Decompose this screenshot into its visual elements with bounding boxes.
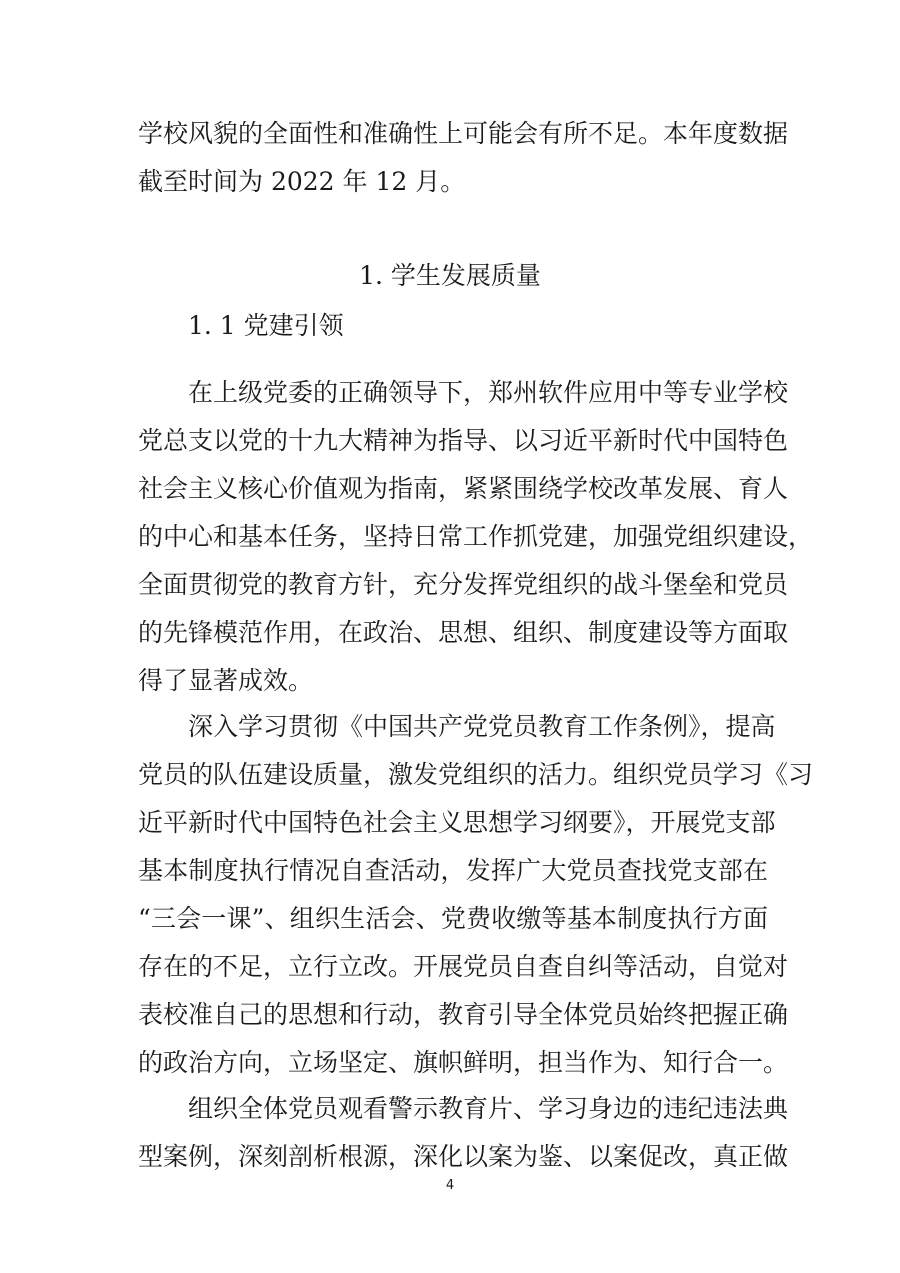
paragraph-1-line-3: 社会主义核心价值观为指南，紧紧围绕学校改革发展、育人	[138, 474, 789, 503]
paragraph-3-line-2: 型案例，深刻剖析根源，深化以案为鉴、以案促改，真正做	[138, 1142, 789, 1171]
paragraph-1-line-5: 全面贯彻党的教育方针，充分发挥党组织的战斗堡垒和党员	[138, 570, 789, 599]
paragraph-1-line-1: 在上级党委的正确领导下，郑州软件应用中等专业学校	[188, 378, 789, 407]
paragraph-1-line-6: 的先锋模范作用，在政治、思想、组织、制度建设等方面取	[138, 618, 789, 647]
paragraph-2-line-1: 深入学习贯彻《中国共产党党员教育工作条例》，提高	[188, 712, 776, 741]
paragraph-2-line-7: 表校准自己的思想和行动，教育引导全体党员始终把握正确	[138, 1000, 789, 1029]
subsection-heading: 1. 1 党建引领	[188, 311, 344, 340]
paragraph-2-line-3: 近平新时代中国特色社会主义思想学习纲要》，开展党支部	[138, 808, 776, 837]
paragraph-2-line-2: 党员的队伍建设质量，激发党组织的活力。组织党员学习《习	[138, 760, 814, 789]
paragraph-3-line-1: 组织全体党员观看警示教育片、学习身边的违纪违法典	[188, 1094, 789, 1123]
continuation-line-2: 截至时间为 2022 年 12 月。	[138, 167, 466, 196]
page-number: 4	[445, 1178, 455, 1193]
paragraph-2-line-5: “三会一课”、组织生活会、党费收缴等基本制度执行方面	[138, 904, 768, 933]
paragraph-1-line-2: 党总支以党的十九大精神为指导、以习近平新时代中国特色	[138, 426, 789, 455]
continuation-line-1: 学校风貌的全面性和准确性上可能会有所不足。本年度数据	[138, 119, 789, 148]
paragraph-2-line-6: 存在的不足，立行立改。开展党员自查自纠等活动，自觉对	[138, 952, 789, 981]
paragraph-2-line-4: 基本制度执行情况自查活动，发挥广大党员查找党支部在	[138, 856, 768, 885]
paragraph-1-line-7: 得了显著成效。	[138, 666, 314, 695]
paragraph-1-line-4: 的中心和基本任务，坚持日常工作抓党建，加强党组织建设，	[138, 522, 814, 551]
paragraph-2-line-8: 的政治方向，立场坚定、旗帜鲜明，担当作为、知行合一。	[138, 1048, 789, 1077]
section-heading: 1. 学生发展质量	[359, 261, 541, 290]
